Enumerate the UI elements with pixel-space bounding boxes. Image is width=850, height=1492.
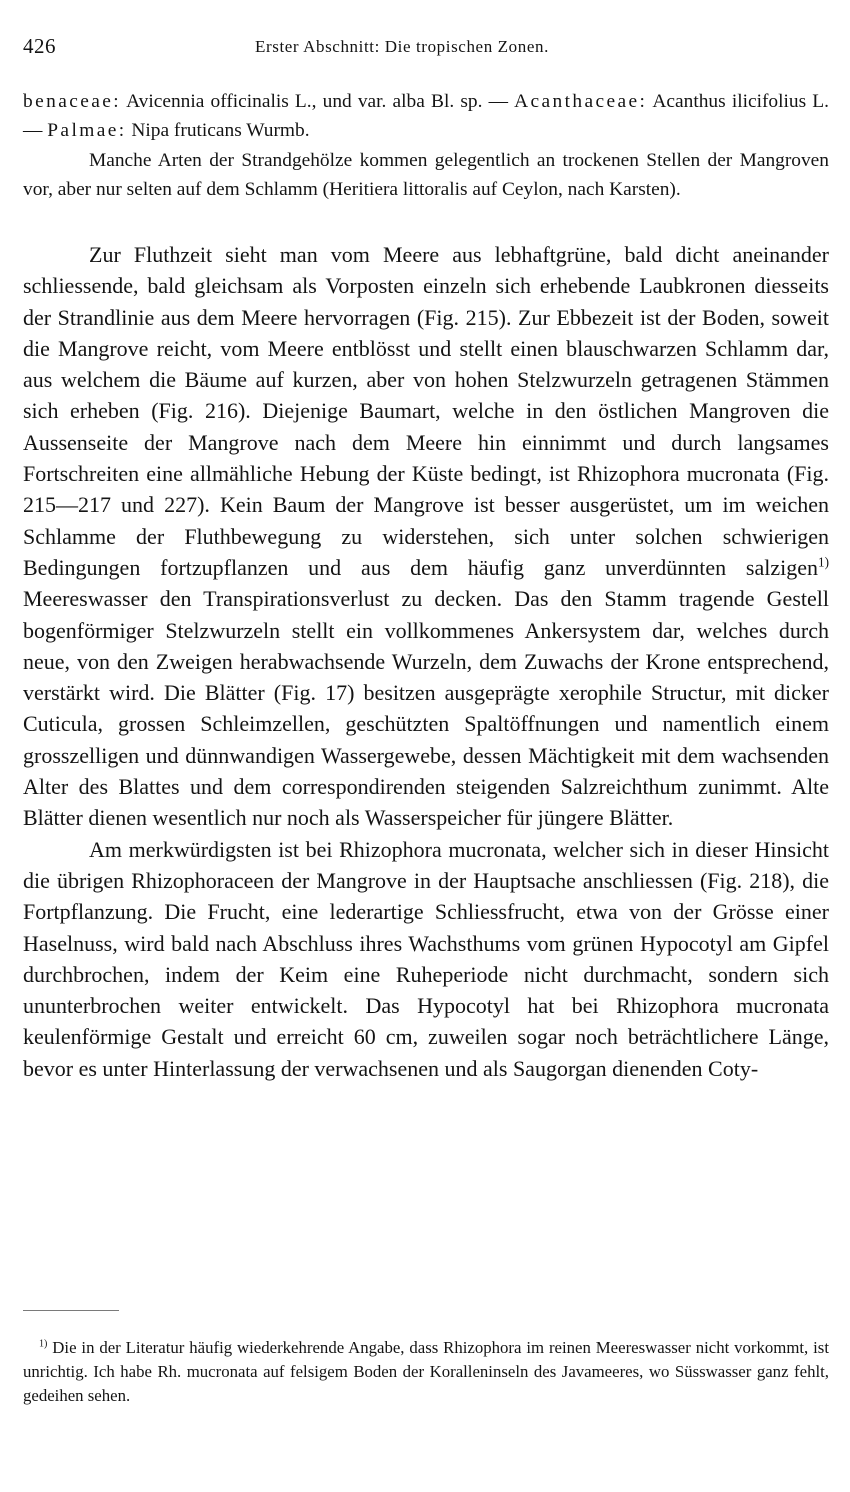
footnote-reference: 1) [818,554,829,570]
footnotes [23,1336,829,1408]
footnote-text: Die in der Literatur häufig wiederkehrende Angabe, dass Rhizophora im reinen Meereswasser nicht vorkommt, ist unrichtig. Ich habe Rh. mucronata auf felsigem Boden der Koralleninseln des Javameeres, wo Süsswasser ganz fehlt, gedeihen sehen. [23,1338,829,1405]
book-page [23,0,829,1492]
footnote-divider [23,1310,119,1311]
species-list-block [23,87,829,205]
body-paragraph: Am merkwürdigsten ist bei Rhizophora mucronata, welcher sich in dieser Hinsicht die übrigen Rhizophoraceen der Mangrove in der Hauptsache anschliessen (Fig. 218), die Fortpflanzung. Die Frucht, eine lederartige Schliessfrucht, etwa von der Grösse einer Haselnuss, wird bald nach Abschluss ihres Wachsthums vom grünen Hypocotyl am Gipfel durchbrochen, indem der Keim eine Ruheperiode nicht durchmacht, sondern sich ununterbrochen weiter entwickelt. Das Hypocotyl hat bei Rhizophora mucronata keulenförmige Gestalt und erreicht 60 cm, zuweilen sogar noch beträchtlichere Länge, bevor es unter Hinterlassung der verwachsenen und als Saugorgan dienenden Coty- [23,836,829,1081]
strand-note-paragraph: Manche Arten der Strandgehölze kommen gelegentlich an trockenen Stellen der Mangroven vor, aber nur selten auf dem Schlamm (Heritiera littoralis auf Ceylon, nach Karsten). [23,149,829,201]
body-paragraph [23,239,829,834]
body-text: Zur Fluthzeit sieht man vom Meere aus lebhaftgrüne, bald dicht aneinander schliessende, bald gleichsam als Vorposten einzeln sich erhebende Laubkronen diesseits der Strandlinie aus dem Meere hervorragen (Fig. 215). Zur Ebbezeit ist der Boden, soweit die Mangrove reicht, vom Meere entblösst und stellt einen blauschwarzen Schlamm dar, aus welchem die Bäume auf kurzen, aber von hohen Stelzwurzeln getragenen Stämmen sich erheben (Fig. 216). Diejenige Baumart, welche in den östlichen Mangroven die Aussenseite der Mangrove nach dem Meere hin einnimmt und durch langsames Fortschreiten eine allmähliche Hebung der Küste bedingt, ist Rhizophora mucronata (Fig. 215—217 und 227). Kein Baum der Mangrove ist besser ausgerüstet, um im weichen Schlamme der Fluthbewegung zu widerstehen, sich unter solchen schwierigen Bedingungen fortzupflanzen und aus dem häufig ganz unverdünnten salzigen [23,242,829,580]
species-text: Avicennia officinalis L., und var. alba Bl. sp. — [121,91,515,112]
species-text: Acanthus ilicifolius L. — [23,91,829,142]
family-name: Acanthaceae: [514,91,648,112]
footnote-marker: 1) [39,1338,48,1350]
family-name: Palmae: [47,120,127,142]
page-number: 426 [23,34,56,58]
family-name: benaceae: [23,91,122,112]
species-list-paragraph [23,87,829,146]
running-head: Erster Abschnitt: Die tropischen Zonen. [255,37,549,56]
page-header [23,34,829,62]
footnote [23,1336,829,1408]
body-text: Meereswasser den Transpirationsverlust zu decken. Das den Stamm tragende Gestell bogenförmiger Stelzwurzeln stellt ein vollkommenes Ankersystem dar, welches durch neue, von den Zweigen herabwachsende Wurzeln, dem Zuwachs der Krone entsprechend, verstärkt wird. Die Blätter (Fig. 17) besitzen ausgeprägte xerophile Structur, mit dicker Cuticula, grossen Schleimzellen, geschützten Spaltöffnungen und namentlich einem grosszelligen und dünnwandigen Wassergewebe, dessen Mächtigkeit mit dem wachsenden Alter des Blattes und dem correspondirenden steigenden Salzreichthum zunimmt. Alte Blätter dienen wesentlich nur noch als Wasserspeicher für jüngere Blätter. [23,586,829,831]
species-text: Nipa fruticans Wurmb. [126,120,310,142]
main-text [23,239,829,1084]
